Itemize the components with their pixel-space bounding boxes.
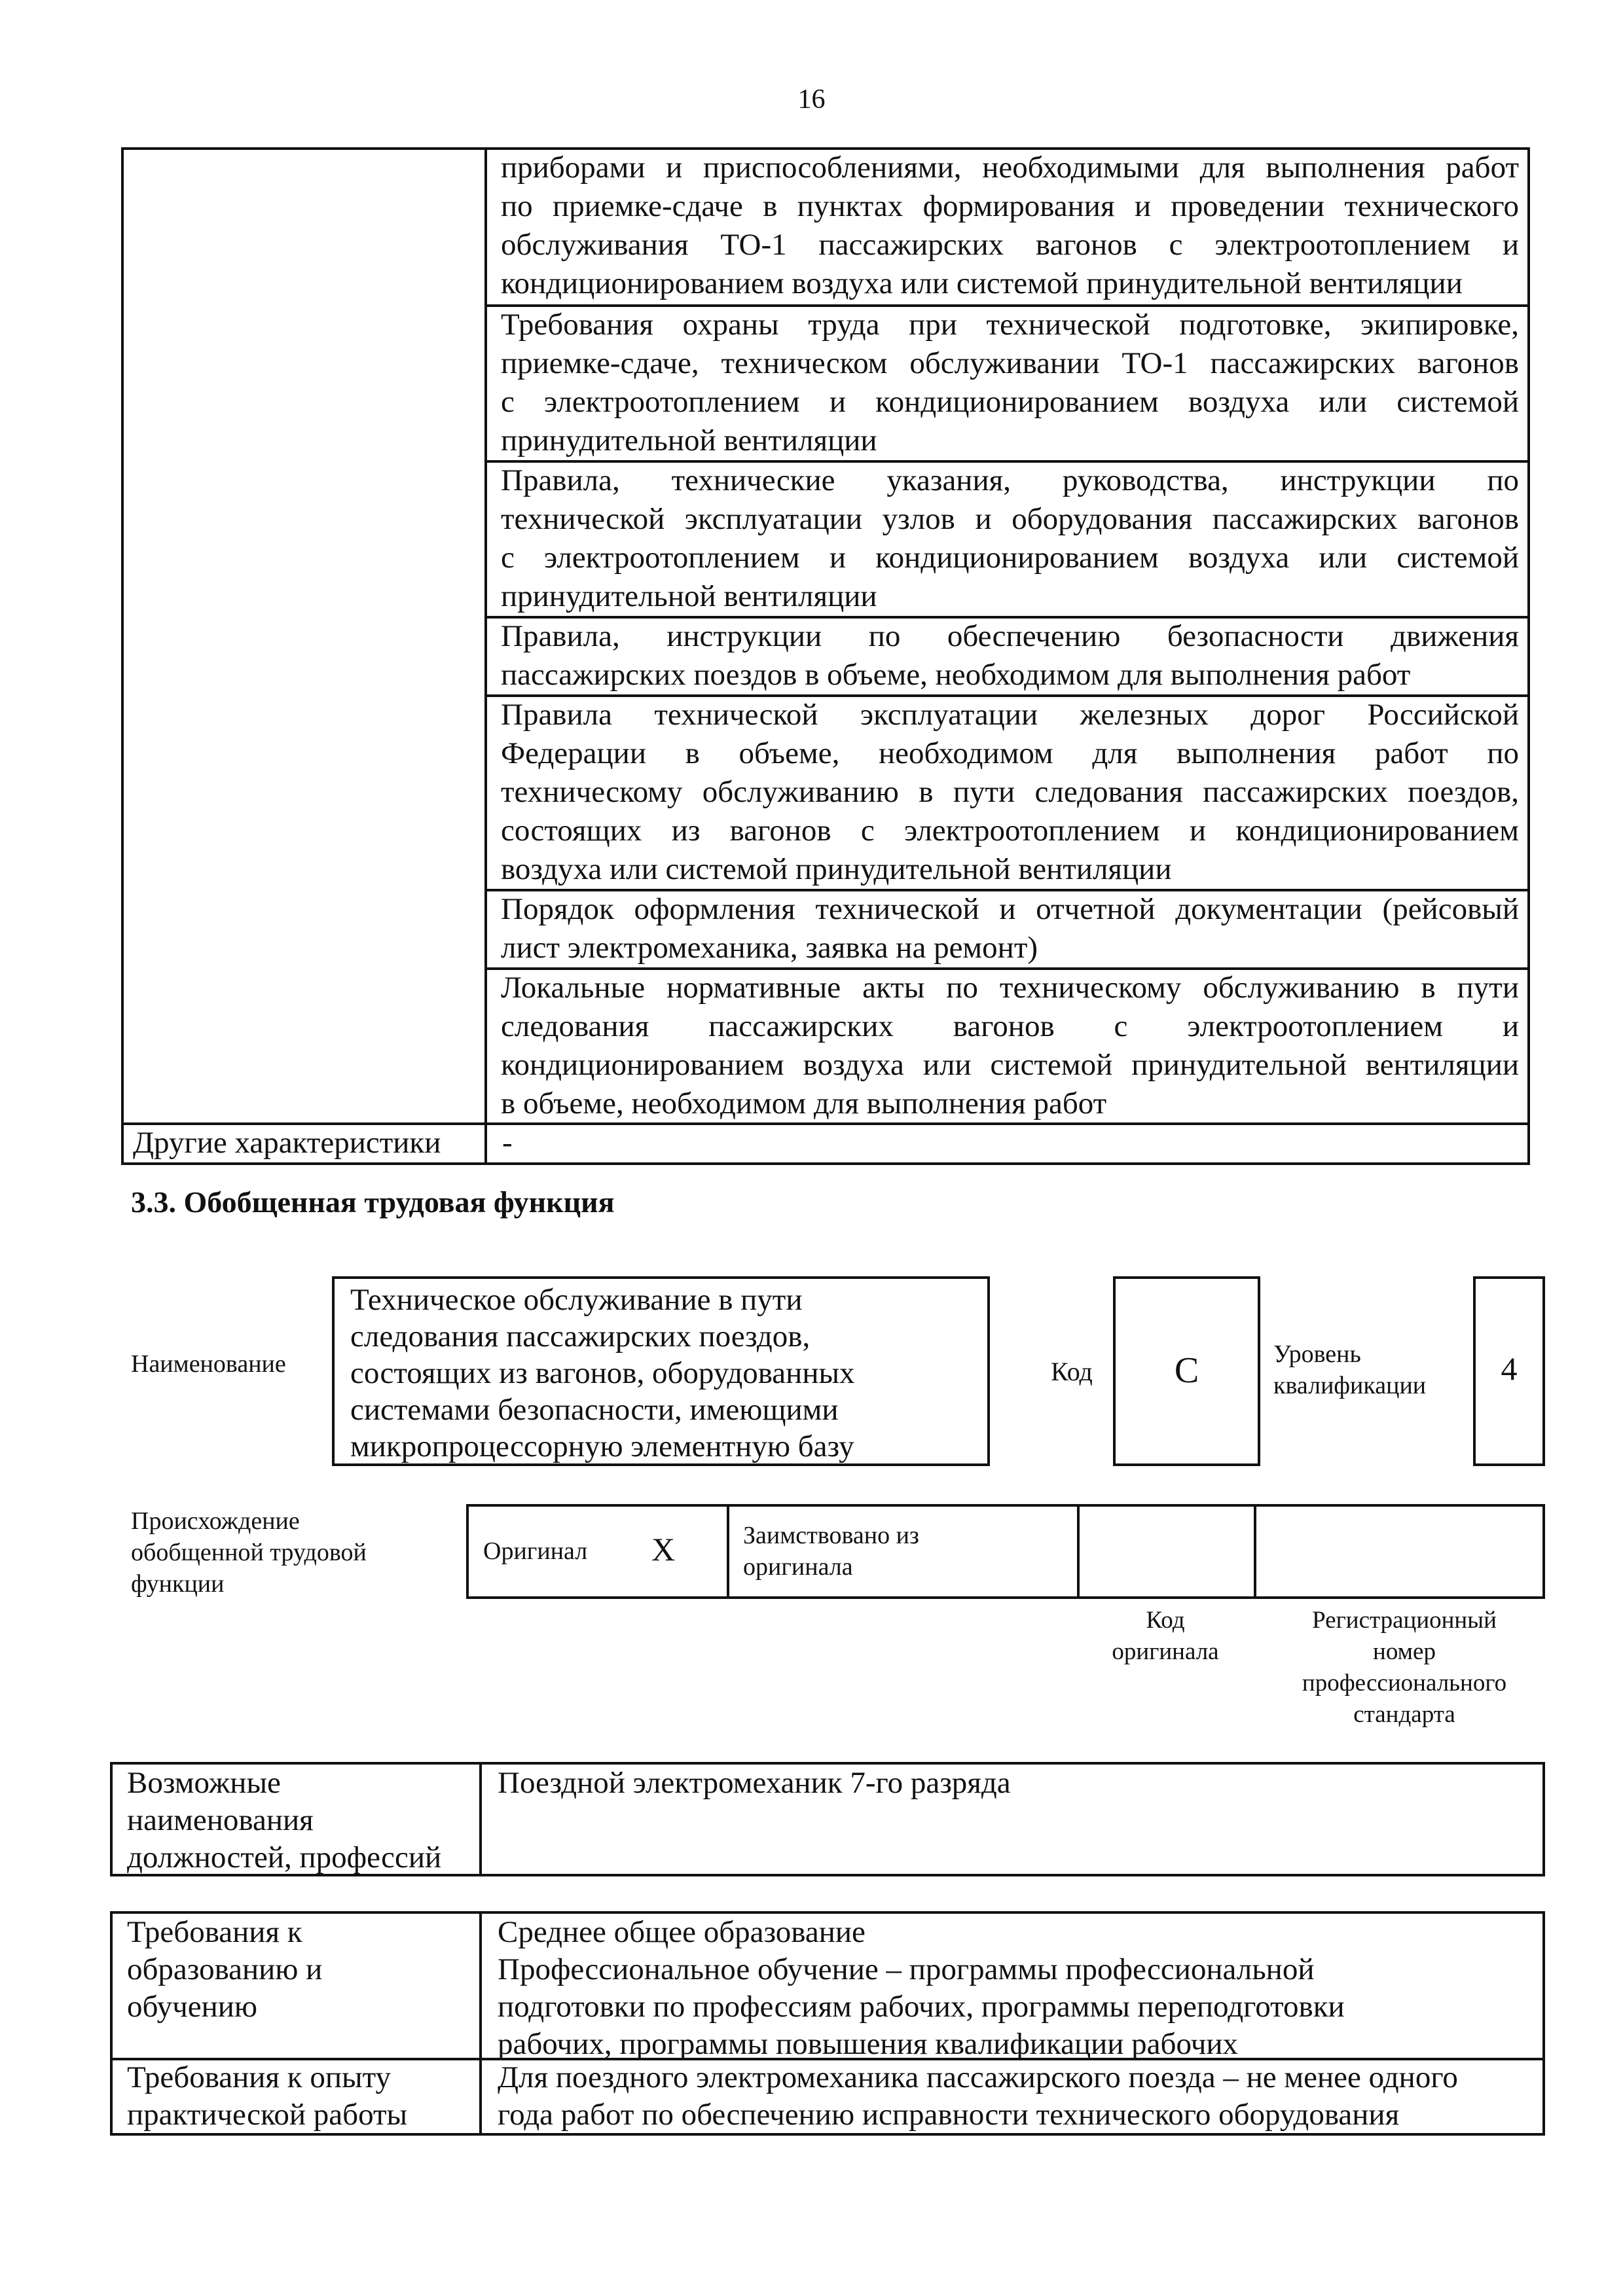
table-border bbox=[121, 147, 124, 1165]
knowledge-item-line: Требования охраны труда при технической подготовке, экипировке, bbox=[501, 308, 1519, 342]
knowledge-item-line: Порядок оформления технической и отчетной документации (рейсовый bbox=[501, 892, 1519, 926]
requirements-table bbox=[110, 1911, 1545, 2136]
text-line: Для поездного электромеханика пассажирского поезда – не менее одного bbox=[498, 2060, 1458, 2094]
experience-requirements-label bbox=[127, 2059, 407, 2134]
knowledge-item-line: Правила технической эксплуатации железных дорог Российской bbox=[501, 698, 1519, 732]
text-line: оригинала bbox=[1112, 1638, 1219, 1665]
text-line: практической работы bbox=[127, 2098, 408, 2132]
text-line: Профессиональное обучение – программы профессиональной bbox=[498, 1952, 1315, 1986]
knowledge-item-line: Федерации в объеме, необходимом для выполнения работ по bbox=[501, 736, 1519, 770]
text-line: должностей, профессий bbox=[127, 1840, 442, 1874]
text-line: оригинала bbox=[743, 1553, 853, 1581]
knowledge-item bbox=[501, 969, 1519, 1123]
code-original-caption bbox=[1087, 1605, 1244, 1668]
knowledge-item bbox=[501, 149, 1519, 303]
knowledge-item-line: принудительной вентиляции bbox=[501, 579, 877, 613]
name-label: Наименование bbox=[131, 1350, 286, 1378]
knowledge-item bbox=[501, 306, 1519, 460]
positions-table bbox=[110, 1762, 1545, 1876]
text-line: Возможные bbox=[127, 1766, 281, 1800]
knowledge-item-line: Локальные нормативные акты по техническому обслуживанию в пути bbox=[501, 971, 1519, 1005]
origin-divider bbox=[727, 1504, 729, 1599]
name-box bbox=[332, 1276, 990, 1466]
knowledge-item-line: следования пассажирских вагонов с электроотоплением и bbox=[501, 1009, 1519, 1043]
table-divider bbox=[479, 1765, 482, 1874]
knowledge-table bbox=[121, 147, 1530, 1165]
text-line: подготовки по профессиям рабочих, программы переподготовки bbox=[498, 1990, 1345, 2024]
text-line: года работ по обеспечению исправности технического оборудования bbox=[498, 2098, 1400, 2132]
text-line: Регистрационный bbox=[1312, 1607, 1497, 1634]
function-name bbox=[350, 1282, 855, 1465]
borrowed-label bbox=[743, 1520, 919, 1583]
knowledge-item-line: воздуха или системой принудительной вентиляции bbox=[501, 852, 1172, 886]
text-line: профессионального bbox=[1302, 1670, 1507, 1696]
text-line: обучению bbox=[127, 1990, 258, 2024]
code-value: C bbox=[1174, 1350, 1199, 1391]
knowledge-item bbox=[501, 696, 1519, 889]
knowledge-item-line: техническому обслуживанию в пути следования пассажирских поездов, bbox=[501, 775, 1519, 809]
text-line: Заимствовано из bbox=[743, 1522, 919, 1549]
knowledge-item-line: обслуживания ТО-1 пассажирских вагонов с электроотоплением и bbox=[501, 228, 1519, 262]
text-line: Уровень bbox=[1273, 1340, 1361, 1368]
table-divider bbox=[484, 147, 487, 1165]
knowledge-item-line: приборами и приспособлениями, необходимыми для выполнения работ bbox=[501, 151, 1519, 185]
origin-divider bbox=[1254, 1504, 1256, 1599]
knowledge-item-line: по приемке-сдаче в пунктах формирования и проведении технического bbox=[501, 189, 1519, 223]
education-requirements-label bbox=[127, 1914, 322, 2026]
section-title: 3.3. Обобщенная трудовая функция bbox=[131, 1185, 615, 1219]
other-characteristics-label: Другие характеристики bbox=[133, 1126, 441, 1160]
text-line: следования пассажирских поездов, bbox=[350, 1319, 811, 1354]
knowledge-item-line: с электроотоплением и кондиционированием воздуха или системой bbox=[501, 385, 1519, 419]
knowledge-item bbox=[501, 461, 1519, 616]
text-line: образованию и bbox=[127, 1952, 323, 1986]
other-characteristics-value: - bbox=[502, 1126, 513, 1160]
text-line: Код bbox=[1146, 1607, 1185, 1634]
code-box bbox=[1113, 1276, 1260, 1466]
positions-value: Поездной электромеханик 7-го разряда bbox=[498, 1766, 1011, 1800]
origin-label bbox=[131, 1505, 367, 1600]
text-line: микропроцессорную элементную базу bbox=[350, 1429, 854, 1463]
text-line: Техническое обслуживание в пути bbox=[350, 1283, 803, 1317]
positions-label bbox=[127, 1765, 441, 1876]
knowledge-item-line: принудительной вентиляции bbox=[501, 423, 877, 457]
knowledge-item bbox=[501, 890, 1519, 967]
text-line: функции bbox=[131, 1570, 225, 1598]
knowledge-item-line: пассажирских поездов в объеме, необходимом для выполнения работ bbox=[501, 658, 1411, 692]
knowledge-item-line: в объеме, необходимом для выполнения работ bbox=[501, 1086, 1107, 1121]
text-line: Среднее общее образование bbox=[498, 1915, 866, 1949]
text-line: номер bbox=[1373, 1638, 1436, 1665]
text-line: системами безопасности, имеющими bbox=[350, 1393, 839, 1427]
knowledge-item-line: технической эксплуатации узлов и оборудования пассажирских вагонов bbox=[501, 502, 1519, 536]
text-line: состоящих из вагонов, оборудованных bbox=[350, 1356, 855, 1390]
original-label: Оригинал bbox=[483, 1537, 588, 1565]
knowledge-item-line: приемке-сдаче, техническом обслуживании ТО-1 пассажирских вагонов bbox=[501, 346, 1519, 380]
knowledge-item-line: с электроотоплением и кондиционированием воздуха или системой bbox=[501, 541, 1519, 575]
page-number: 16 bbox=[797, 84, 826, 115]
text-line: Происхождение bbox=[131, 1507, 300, 1535]
level-box bbox=[1473, 1276, 1545, 1466]
text-line: Требования к bbox=[127, 1915, 302, 1949]
registration-number-caption bbox=[1260, 1605, 1548, 1731]
text-line: рабочих, программы повышения квалификации рабочих bbox=[498, 2027, 1239, 2061]
knowledge-item bbox=[501, 617, 1519, 694]
knowledge-item-line: лист электромеханика, заявка на ремонт) bbox=[501, 931, 1038, 965]
qualification-level-label bbox=[1273, 1338, 1426, 1401]
experience-requirements-value bbox=[498, 2059, 1458, 2134]
knowledge-item-line: кондиционированием воздуха или системой принудительной вентиляции bbox=[501, 266, 1463, 300]
origin-divider bbox=[1077, 1504, 1080, 1599]
table-border bbox=[121, 1162, 1530, 1165]
knowledge-item-line: кондиционированием воздуха или системой принудительной вентиляции bbox=[501, 1048, 1519, 1082]
text-line: Требования к опыту bbox=[127, 2060, 392, 2094]
education-requirements-value bbox=[498, 1914, 1345, 2063]
knowledge-item-line: состоящих из вагонов с электроотоплением и кондиционированием bbox=[501, 814, 1519, 848]
table-border bbox=[1527, 147, 1530, 1165]
text-line: обобщенной трудовой bbox=[131, 1539, 367, 1566]
text-line: квалификации bbox=[1273, 1372, 1427, 1399]
knowledge-item-line: Правила, технические указания, руководства, инструкции по bbox=[501, 463, 1519, 497]
text-line: наименования bbox=[127, 1803, 314, 1837]
code-label: Код bbox=[1051, 1357, 1093, 1386]
level-value: 4 bbox=[1501, 1350, 1518, 1387]
original-mark: X bbox=[651, 1531, 676, 1568]
knowledge-item-line: Правила, инструкции по обеспечению безопасности движения bbox=[501, 619, 1519, 653]
table-divider bbox=[479, 1914, 482, 2133]
origin-box bbox=[466, 1504, 1545, 1599]
text-line: стандарта bbox=[1353, 1701, 1455, 1728]
